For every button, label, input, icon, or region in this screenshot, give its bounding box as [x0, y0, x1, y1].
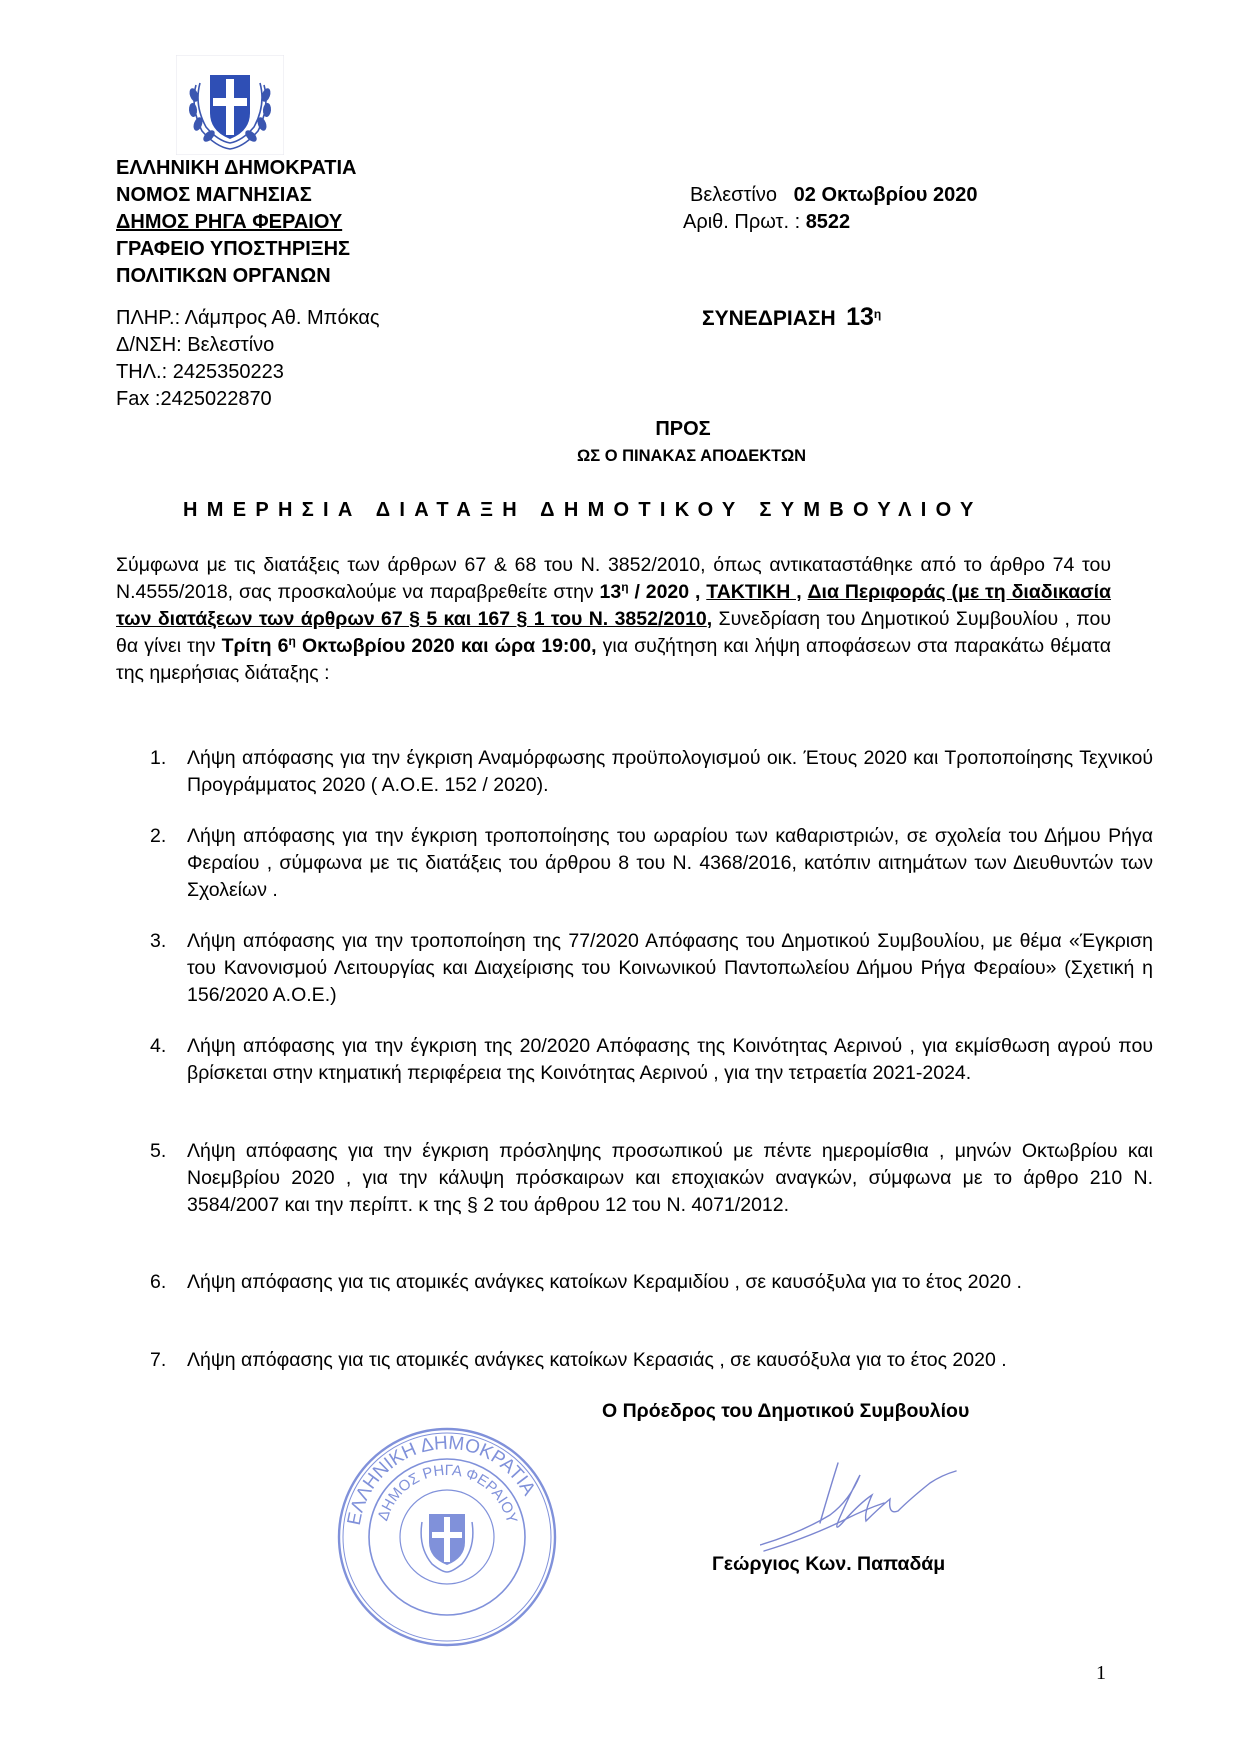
- agenda-item-text: Λήψη απόφασης για τις ατομικές ανάγκες κατοίκων Κεραμιδίου , σε καυσόξυλα για το έτος 2020 .: [187, 1271, 1022, 1293]
- agenda-item-text: Λήψη απόφασης για την έγκριση της 20/2020 Απόφασης της Κοινότητας Αερινού , για εκμίσθωση αγρού που βρίσκεται στην κτηματική περιφέρεια της Κοινότητας Αερινού , για την τετραετία 2021-2024.: [187, 1035, 1153, 1084]
- intro-circulation: Δια Περιφοράς (με τη διαδικασία των διατάξεων των άρθρων 67 § 5 και 167 § 1 του Ν. 3852/2010: [116, 581, 1111, 630]
- agenda-item-number: 5.: [150, 1140, 167, 1162]
- org-line-municipality: ΔΗΜΟΣ ΡΗΓΑ ΦΕΡΑΙΟΥ: [116, 211, 343, 233]
- agenda-item: [150, 745, 1153, 799]
- contact-block: [116, 305, 380, 413]
- contact-person: ΠΛΗΡ.: Λάμπρος Αθ. Μπόκας: [116, 307, 380, 329]
- place: Βελεστίνο: [690, 184, 777, 206]
- intro-day: Τρίτη 6: [221, 635, 289, 657]
- page-number: 1: [1096, 1662, 1106, 1684]
- greek-emblem-icon: [176, 55, 284, 155]
- intro-comma: ,: [706, 608, 713, 630]
- intro-sup-2: η: [288, 634, 296, 648]
- date: 02 Οκτωβρίου 2020: [793, 184, 978, 206]
- intro-year: / 2020 ,: [628, 581, 707, 603]
- org-line-republic: ΕΛΛΗΝΙΚΗ ΔΗΜΟΚΡΑΤΙΑ: [116, 157, 357, 179]
- protocol-label: Αριθ. Πρωτ. :: [683, 211, 801, 233]
- agenda-item-number: 2.: [150, 825, 167, 847]
- session-number: 13: [846, 303, 874, 331]
- municipal-stamp: [332, 1422, 562, 1657]
- intro-regular: ΤΑΚΤΙΚΗ ,: [706, 581, 802, 603]
- protocol-line: [683, 209, 850, 236]
- agenda-title: ΗΜΕΡΗΣΙΑ ΔΙΑΤΑΞΗ ΔΗΜΟΤΙΚΟΥ ΣΥΜΒΟΥΛΙΟΥ: [183, 499, 983, 521]
- agenda-item-text: Λήψη απόφασης για την έγκριση Αναμόρφωσης προϋπολογισμού οικ. Έτους 2020 και Τροποποίησης Τεχνικού Προγράμματος 2020 ( Α.Ο.Ε. 152 / 2020).: [187, 747, 1153, 796]
- stamp-inner-text: ΔΗΜΟΣ ΡΗΓΑ ΦΕΡΑΙΟΥ: [374, 1461, 521, 1526]
- signatory-name: Γεώργιος Κων. Παπαδάμ: [712, 1553, 946, 1575]
- org-header: [116, 155, 357, 290]
- signatory-role: Ο Πρόεδρος του Δημοτικού Συμβουλίου: [602, 1400, 970, 1422]
- recipient-list: ΩΣ Ο ΠΙΝΑΚΑΣ ΑΠΟΔΕΚΤΩΝ: [577, 447, 807, 465]
- agenda-item: [150, 1347, 1153, 1374]
- intro-paragraph: [116, 552, 1111, 687]
- intro-sup-1: η: [621, 580, 629, 594]
- contact-phone: ΤΗΛ.: 2425350223: [116, 361, 284, 383]
- session-suffix: η: [873, 307, 882, 321]
- session-label: ΣΥΝΕΔΡΙΑΣΗ: [702, 307, 836, 330]
- agenda-item: [150, 1033, 1153, 1087]
- intro-text-3: για συζήτηση και λήψη αποφάσεων στα παρακάτω θέματα της ημερήσιας διάταξης :: [116, 635, 1111, 684]
- stamp-outer-text: ΕΛΛΗΝΙΚΗ ΔΗΜΟΚΡΑΤΙΑ: [343, 1432, 540, 1527]
- agenda-item-number: 6.: [150, 1271, 167, 1293]
- recipient-to: ΠΡΟΣ: [655, 418, 711, 440]
- org-line-office: ΓΡΑΦΕΙΟ ΥΠΟΣΤΗΡΙΞΗΣ: [116, 238, 351, 260]
- agenda-item-text: Λήψη απόφασης για την έγκριση πρόσληψης προσωπικού με πέντε ημερομίσθια , μηνών Οκτωβρίου και Νοεμβρίου 2020 , για την κάλυψη πρόσκαιρων και εποχιακών αναγκών, σύμφωνα με το άρθρο 210 Ν. 3584/2007 και την περίπτ. κ της § 2 του άρθρου 12 του Ν. 4071/2012.: [187, 1140, 1153, 1216]
- protocol-number: 8522: [805, 211, 851, 233]
- agenda-item: [150, 1138, 1153, 1219]
- intro-text-1: Σύμφωνα με τις διατάξεις των άρθρων 67 & 68 του Ν. 3852/2010, όπως αντικαταστάθηκε από το άρθρο 74 του Ν.4555/2018, σας προσκαλούμε να παραβρεθείτε στην: [116, 554, 1111, 603]
- agenda-item: [150, 928, 1153, 1009]
- agenda-item-number: 3.: [150, 930, 167, 952]
- intro-session-no: 13: [599, 581, 622, 603]
- contact-fax: Fax :2425022870: [116, 388, 272, 410]
- agenda-item-number: 7.: [150, 1349, 167, 1371]
- agenda-item: [150, 1269, 1153, 1296]
- agenda-item-text: Λήψη απόφασης για την τροποποίηση της 77/2020 Απόφασης του Δημοτικού Συμβουλίου, με θέμα «Έγκριση του Κανονισμού Λειτουργίας και Διαχείρισης του Κοινωνικού Παντοπωλείου Δήμου Ρήγα Φεραίου» (Σχετική η 156/2020 Α.Ο.Ε.): [187, 930, 1153, 1006]
- contact-address: Δ/ΝΣΗ: Βελεστίνο: [116, 334, 275, 356]
- session-heading: [702, 303, 881, 332]
- intro-text-2: Συνεδρίαση του Δημοτικού Συμβουλίου , που θα γίνει την: [116, 608, 1111, 657]
- org-line-organs: ΠΟΛΙΤΙΚΩΝ ΟΡΓΑΝΩΝ: [116, 265, 331, 287]
- date-line: [690, 182, 977, 209]
- agenda-item-number: 4.: [150, 1035, 167, 1057]
- agenda-item-text: Λήψη απόφασης για την έγκριση τροποποίησης του ωραρίου των καθαριστριών, σε σχολεία του Δήμου Ρήγα Φεραίου , σύμφωνα με τις διατάξεις του άρθρου 8 του Ν. 4368/2016, κατόπιν αιτημάτων των Διευθυντών των Σχολείων .: [187, 825, 1153, 901]
- agenda-item-text: Λήψη απόφασης για τις ατομικές ανάγκες κατοίκων Κερασιάς , σε καυσόξυλα για το έτος 2020 .: [187, 1349, 1007, 1371]
- agenda-item: [150, 823, 1153, 904]
- org-line-prefecture: ΝΟΜΟΣ ΜΑΓΝΗΣΙΑΣ: [116, 184, 312, 206]
- agenda-item-number: 1.: [150, 747, 167, 769]
- intro-month: Οκτωβρίου 2020 και ώρα 19:00,: [295, 635, 597, 657]
